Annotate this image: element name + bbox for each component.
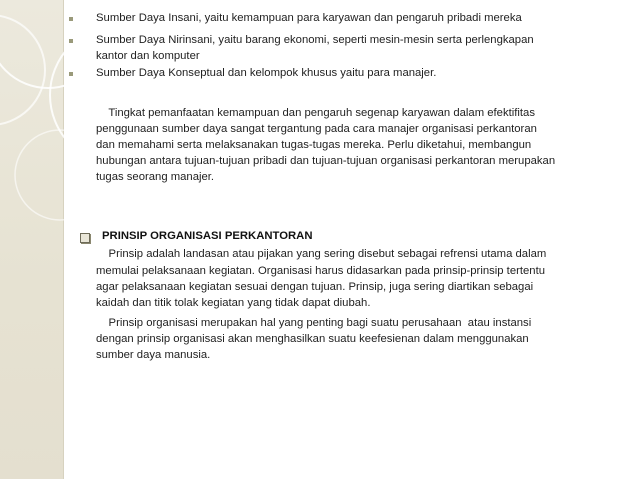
square-bullet-icon <box>69 17 73 21</box>
square-bullet-icon <box>69 72 73 76</box>
paragraph-line: sumber daya manusia. <box>96 349 211 361</box>
paragraph-line: dengan prinsip organisasi akan menghasilkan suatu keefesienan dalam menggunakan <box>96 333 529 345</box>
paragraph-line: hubungan antara tujuan-tujuan pribadi dan tujuan-tujuan organisasi perkantoran merupakan <box>96 155 556 167</box>
paragraph-line: penggunaan sumber daya sangat tergantung pada cara manajer organisasi perkantoran <box>96 123 537 135</box>
paragraph-line: Prinsip organisasi merupakan hal yang penting bagi suatu perusahaan atau instansi <box>96 317 532 329</box>
paragraph-line: dan memahami serta melaksanakan tugas-tugas mereka. Perlu diketahui, membangun <box>96 139 532 151</box>
paragraph-line: agar pelaksanaan kegiatan sesuai dengan tujuan. Prinsip, juga sering diartikan sebagai <box>96 281 534 293</box>
square-bullet-icon <box>69 39 73 43</box>
paragraph-line: tugas seorang manajer. <box>96 171 215 183</box>
bullet-text: kantor dan komputer <box>96 50 200 62</box>
paragraph-line: kaidah dan titik tolak kegiatan yang tidak dapat diubah. <box>96 297 371 309</box>
paragraph-line: Prinsip adalah landasan atau pijakan yang sering disebut sebagai refrensi utama dalam <box>96 248 547 260</box>
paragraph-line: Tingkat pemanfaatan kemampuan dan pengaruh segenap karyawan dalam efektifitas <box>96 107 535 119</box>
bullet-text: Sumber Daya Nirinsani, yaitu barang ekonomi, seperti mesin-mesin serta perlengkapan <box>96 34 534 46</box>
bullet-text: Sumber Daya Insani, yaitu kemampuan para karyawan dan pengaruh pribadi mereka <box>96 12 522 24</box>
bullet-text: Sumber Daya Konseptual dan kelompok khusus yaitu para manajer. <box>96 67 437 79</box>
section-heading: PRINSIP ORGANISASI PERKANTORAN <box>102 230 313 242</box>
paragraph-line: memulai pelaksanaan kegiatan. Organisasi harus didasarkan pada prinsip-prinsip tertentu <box>96 265 545 277</box>
boxed-square-bullet-icon <box>80 233 90 243</box>
